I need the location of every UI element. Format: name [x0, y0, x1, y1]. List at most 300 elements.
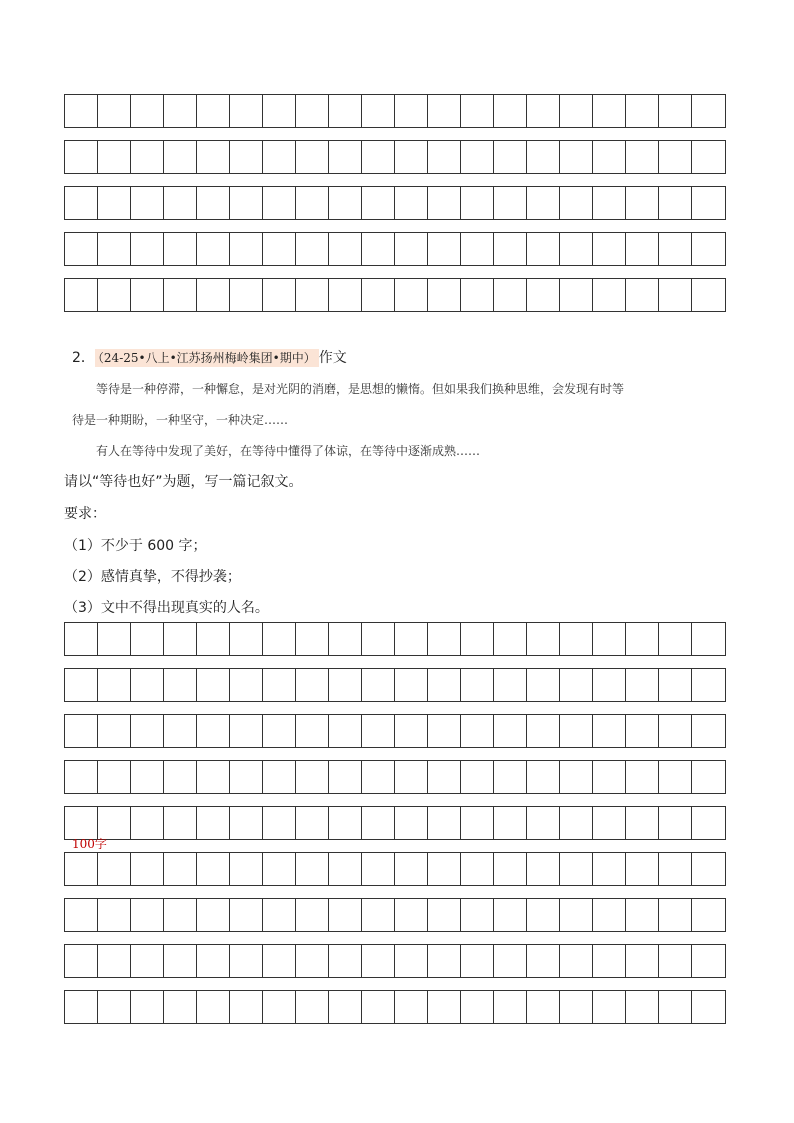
writing-grid-cell[interactable]	[131, 279, 164, 311]
writing-grid-cell[interactable]	[593, 233, 626, 265]
writing-grid-cell[interactable]	[626, 899, 659, 931]
writing-grid-cell[interactable]	[362, 899, 395, 931]
writing-grid-cell[interactable]	[626, 95, 659, 127]
writing-grid-cell[interactable]	[692, 715, 725, 747]
writing-grid-cell[interactable]	[692, 899, 725, 931]
writing-grid-cell[interactable]	[494, 141, 527, 173]
writing-grid-cell[interactable]	[362, 141, 395, 173]
writing-grid-cell[interactable]	[263, 899, 296, 931]
writing-grid-cell[interactable]	[395, 623, 428, 655]
writing-grid-cell[interactable]	[65, 669, 98, 701]
writing-grid-cell[interactable]	[560, 623, 593, 655]
writing-grid-cell[interactable]	[527, 233, 560, 265]
writing-grid-cell[interactable]	[494, 899, 527, 931]
writing-grid-cell[interactable]	[197, 945, 230, 977]
writing-grid-cell[interactable]	[395, 187, 428, 219]
writing-grid-cell[interactable]	[362, 991, 395, 1023]
writing-grid-cell[interactable]	[263, 233, 296, 265]
writing-grid-cell[interactable]	[263, 669, 296, 701]
writing-grid-cell[interactable]	[197, 141, 230, 173]
writing-grid-cell[interactable]	[164, 233, 197, 265]
writing-grid-cell[interactable]	[230, 761, 263, 793]
writing-grid-cell[interactable]	[461, 899, 494, 931]
writing-grid-cell[interactable]	[131, 95, 164, 127]
writing-grid-cell[interactable]	[131, 991, 164, 1023]
writing-grid-cell[interactable]	[659, 991, 692, 1023]
writing-grid-cell[interactable]	[98, 991, 131, 1023]
writing-grid-cell[interactable]	[560, 761, 593, 793]
writing-grid-cell[interactable]	[98, 187, 131, 219]
writing-grid-cell[interactable]	[230, 807, 263, 839]
question-source: （24-25•八上•江苏扬州梅岭集团•期中）	[95, 349, 319, 367]
writing-grid-cell[interactable]	[692, 761, 725, 793]
writing-grid-cell[interactable]	[560, 991, 593, 1023]
writing-grid-cell[interactable]	[263, 991, 296, 1023]
writing-grid-cell[interactable]	[362, 279, 395, 311]
writing-grid-cell[interactable]	[494, 853, 527, 885]
writing-grid-cell[interactable]	[395, 141, 428, 173]
writing-grid-cell[interactable]	[461, 807, 494, 839]
writing-grid-cell[interactable]	[659, 187, 692, 219]
writing-grid-row	[64, 806, 726, 840]
writing-grid-cell[interactable]	[626, 945, 659, 977]
writing-grid-row	[64, 278, 726, 312]
writing-grid-cell[interactable]	[692, 669, 725, 701]
writing-grid-cell[interactable]	[395, 991, 428, 1023]
writing-grid-cell[interactable]	[131, 715, 164, 747]
writing-grid-cell[interactable]	[494, 279, 527, 311]
writing-grid-cell[interactable]	[131, 669, 164, 701]
writing-grid-cell[interactable]	[659, 807, 692, 839]
writing-grid-cell[interactable]	[395, 761, 428, 793]
writing-grid-cell[interactable]	[329, 623, 362, 655]
writing-grid-cell[interactable]	[428, 141, 461, 173]
writing-grid-cell[interactable]	[527, 715, 560, 747]
writing-grid-cell[interactable]	[560, 141, 593, 173]
writing-grid-cell[interactable]	[98, 233, 131, 265]
writing-grid-cell[interactable]	[296, 141, 329, 173]
writing-grid-cell[interactable]	[560, 669, 593, 701]
writing-grid-cell[interactable]	[395, 945, 428, 977]
writing-grid-cell[interactable]	[329, 233, 362, 265]
writing-grid-cell[interactable]	[692, 233, 725, 265]
writing-grid-cell[interactable]	[197, 715, 230, 747]
writing-grid-cell[interactable]	[296, 669, 329, 701]
writing-grid-cell[interactable]	[494, 761, 527, 793]
writing-grid-cell[interactable]	[659, 945, 692, 977]
writing-grid-cell[interactable]	[626, 279, 659, 311]
writing-grid-cell[interactable]	[98, 715, 131, 747]
writing-grid-cell[interactable]	[230, 141, 263, 173]
writing-grid-cell[interactable]	[626, 187, 659, 219]
writing-grid-cell[interactable]	[263, 623, 296, 655]
writing-grid-cell[interactable]	[362, 853, 395, 885]
writing-grid-cell[interactable]	[494, 669, 527, 701]
writing-grid-cell[interactable]	[692, 807, 725, 839]
writing-grid-cell[interactable]	[527, 141, 560, 173]
writing-grid-cell[interactable]	[164, 187, 197, 219]
writing-grid-cell[interactable]	[197, 761, 230, 793]
writing-grid-row	[64, 140, 726, 174]
writing-grid-cell[interactable]	[593, 623, 626, 655]
requirement-item: （1）不少于 600 字；	[64, 538, 207, 554]
writing-grid-cell[interactable]	[329, 899, 362, 931]
writing-grid-cell[interactable]	[560, 279, 593, 311]
requirement-item: （3）文中不得出现真实的人名。	[64, 600, 269, 616]
writing-grid-cell[interactable]	[329, 141, 362, 173]
writing-grid-cell[interactable]	[296, 187, 329, 219]
writing-grid-cell[interactable]	[527, 807, 560, 839]
writing-grid-cell[interactable]	[362, 669, 395, 701]
writing-grid-cell[interactable]	[164, 899, 197, 931]
writing-grid-cell[interactable]	[362, 715, 395, 747]
writing-grid-cell[interactable]	[461, 853, 494, 885]
writing-grid-cell[interactable]	[329, 95, 362, 127]
writing-grid-cell[interactable]	[98, 807, 131, 839]
writing-grid-cell[interactable]	[329, 279, 362, 311]
writing-grid-cell[interactable]	[692, 945, 725, 977]
writing-grid-cell[interactable]	[65, 945, 98, 977]
writing-grid-cell[interactable]	[428, 95, 461, 127]
writing-grid-cell[interactable]	[428, 991, 461, 1023]
writing-grid-cell[interactable]	[263, 95, 296, 127]
writing-grid-cell[interactable]	[659, 761, 692, 793]
writing-grid-cell[interactable]	[560, 233, 593, 265]
writing-grid-cell[interactable]	[593, 141, 626, 173]
writing-grid-cell[interactable]	[692, 95, 725, 127]
prompt-line: 有人在等待中发现了美好，在等待中懂得了体谅，在等待中逐渐成熟……	[96, 444, 481, 458]
writing-grid-cell[interactable]	[164, 279, 197, 311]
writing-grid-cell[interactable]	[593, 899, 626, 931]
writing-grid-cell[interactable]	[296, 761, 329, 793]
writing-grid-cell[interactable]	[230, 669, 263, 701]
writing-grid-cell[interactable]	[593, 715, 626, 747]
writing-grid-cell[interactable]	[197, 233, 230, 265]
writing-grid-cell[interactable]	[131, 945, 164, 977]
writing-grid-cell[interactable]	[593, 95, 626, 127]
writing-grid-cell[interactable]	[659, 715, 692, 747]
writing-grid-cell[interactable]	[296, 899, 329, 931]
writing-grid-cell[interactable]	[263, 807, 296, 839]
writing-grid-cell[interactable]	[659, 95, 692, 127]
writing-grid-cell[interactable]	[65, 761, 98, 793]
writing-grid-cell[interactable]	[692, 853, 725, 885]
writing-grid-row	[64, 186, 726, 220]
writing-grid-cell[interactable]	[263, 945, 296, 977]
writing-grid-cell[interactable]	[461, 945, 494, 977]
writing-grid-cell[interactable]	[98, 279, 131, 311]
writing-grid-cell[interactable]	[329, 807, 362, 839]
requirements-heading: 要求：	[64, 506, 106, 522]
writing-grid-cell[interactable]	[395, 807, 428, 839]
writing-grid-cell[interactable]	[296, 279, 329, 311]
writing-grid-cell[interactable]	[296, 945, 329, 977]
writing-grid-cell[interactable]	[230, 991, 263, 1023]
writing-grid-cell[interactable]	[494, 187, 527, 219]
writing-grid-cell[interactable]	[461, 669, 494, 701]
writing-grid-cell[interactable]	[428, 669, 461, 701]
writing-grid-cell[interactable]	[527, 279, 560, 311]
writing-grid-cell[interactable]	[527, 853, 560, 885]
writing-grid-cell[interactable]	[164, 853, 197, 885]
writing-grid-cell[interactable]	[230, 715, 263, 747]
writing-grid-cell[interactable]	[164, 991, 197, 1023]
writing-grid-cell[interactable]	[494, 715, 527, 747]
writing-grid-cell[interactable]	[659, 669, 692, 701]
writing-grid-cell[interactable]	[230, 187, 263, 219]
writing-grid-cell[interactable]	[461, 991, 494, 1023]
writing-grid-cell[interactable]	[527, 761, 560, 793]
writing-grid-cell[interactable]	[65, 807, 98, 839]
writing-grid-cell[interactable]	[362, 95, 395, 127]
writing-grid-cell[interactable]	[659, 623, 692, 655]
writing-grid-cell[interactable]	[263, 715, 296, 747]
writing-grid-cell[interactable]	[131, 899, 164, 931]
writing-grid-cell[interactable]	[230, 899, 263, 931]
writing-grid-cell[interactable]	[659, 279, 692, 311]
writing-grid-cell[interactable]	[593, 761, 626, 793]
writing-grid-cell[interactable]	[692, 623, 725, 655]
writing-grid-cell[interactable]	[626, 669, 659, 701]
writing-grid-cell[interactable]	[164, 95, 197, 127]
writing-grid-cell[interactable]	[395, 899, 428, 931]
writing-grid-cell[interactable]	[131, 233, 164, 265]
writing-grid-cell[interactable]	[230, 623, 263, 655]
writing-grid-cell[interactable]	[626, 141, 659, 173]
writing-grid-cell[interactable]	[461, 761, 494, 793]
writing-grid-cell[interactable]	[65, 899, 98, 931]
writing-grid-cell[interactable]	[131, 761, 164, 793]
writing-grid-cell[interactable]	[197, 187, 230, 219]
writing-grid-cell[interactable]	[593, 187, 626, 219]
writing-grid-cell[interactable]	[164, 807, 197, 839]
writing-grid-cell[interactable]	[593, 853, 626, 885]
writing-grid-cell[interactable]	[428, 279, 461, 311]
writing-grid-cell[interactable]	[494, 623, 527, 655]
writing-grid-cell[interactable]	[428, 853, 461, 885]
writing-grid-cell[interactable]	[428, 899, 461, 931]
writing-grid-cell[interactable]	[329, 991, 362, 1023]
writing-grid-cell[interactable]	[98, 761, 131, 793]
writing-grid-cell[interactable]	[560, 187, 593, 219]
writing-grid-cell[interactable]	[659, 233, 692, 265]
writing-grid-cell[interactable]	[98, 669, 131, 701]
writing-grid-cell[interactable]	[230, 945, 263, 977]
writing-grid-cell[interactable]	[65, 95, 98, 127]
writing-grid-cell[interactable]	[65, 853, 98, 885]
writing-grid-cell[interactable]	[395, 715, 428, 747]
writing-grid-cell[interactable]	[626, 761, 659, 793]
writing-grid-cell[interactable]	[197, 853, 230, 885]
prompt-line: 待是一种期盼，一种坚守，一种决定……	[72, 413, 289, 427]
writing-grid-cell[interactable]	[626, 623, 659, 655]
writing-grid-cell[interactable]	[230, 233, 263, 265]
writing-grid-cell[interactable]	[263, 187, 296, 219]
writing-grid-cell[interactable]	[428, 623, 461, 655]
writing-grid-cell[interactable]	[362, 187, 395, 219]
writing-grid-cell[interactable]	[329, 669, 362, 701]
writing-grid-cell[interactable]	[626, 991, 659, 1023]
writing-grid-cell[interactable]	[428, 187, 461, 219]
writing-grid-cell[interactable]	[626, 807, 659, 839]
writing-grid-cell[interactable]	[98, 141, 131, 173]
writing-grid-cell[interactable]	[494, 95, 527, 127]
writing-grid-cell[interactable]	[230, 95, 263, 127]
writing-grid-cell[interactable]	[692, 141, 725, 173]
writing-grid-cell[interactable]	[329, 715, 362, 747]
writing-grid-cell[interactable]	[329, 945, 362, 977]
writing-grid-cell[interactable]	[428, 807, 461, 839]
writing-grid-cell[interactable]	[296, 623, 329, 655]
writing-grid-cell[interactable]	[131, 141, 164, 173]
writing-grid-cell[interactable]	[197, 991, 230, 1023]
writing-grid-cell[interactable]	[461, 95, 494, 127]
writing-grid-cell[interactable]	[164, 623, 197, 655]
writing-grid-cell[interactable]	[395, 233, 428, 265]
writing-grid-cell[interactable]	[131, 187, 164, 219]
writing-grid-row	[64, 232, 726, 266]
writing-grid-cell[interactable]	[131, 807, 164, 839]
writing-grid-cell[interactable]	[395, 279, 428, 311]
writing-grid-cell[interactable]	[296, 807, 329, 839]
writing-grid-cell[interactable]	[329, 761, 362, 793]
writing-grid-cell[interactable]	[65, 187, 98, 219]
writing-grid-cell[interactable]	[626, 715, 659, 747]
writing-grid-cell[interactable]	[296, 853, 329, 885]
writing-grid-cell[interactable]	[197, 279, 230, 311]
writing-grid-cell[interactable]	[494, 945, 527, 977]
writing-grid-cell[interactable]	[164, 945, 197, 977]
writing-grid-cell[interactable]	[428, 945, 461, 977]
writing-grid-cell[interactable]	[527, 669, 560, 701]
writing-grid-cell[interactable]	[197, 669, 230, 701]
writing-grid-cell[interactable]	[362, 233, 395, 265]
writing-grid-cell[interactable]	[263, 761, 296, 793]
question-number: 2．	[72, 350, 95, 366]
writing-grid-cell[interactable]	[461, 233, 494, 265]
writing-grid-row	[64, 944, 726, 978]
writing-grid-cell[interactable]	[164, 669, 197, 701]
writing-grid-cell[interactable]	[461, 187, 494, 219]
writing-grid-cell[interactable]	[692, 187, 725, 219]
writing-grid-cell[interactable]	[197, 623, 230, 655]
writing-grid-cell[interactable]	[593, 669, 626, 701]
writing-grid-cell[interactable]	[593, 945, 626, 977]
writing-grid-cell[interactable]	[659, 899, 692, 931]
writing-grid-cell[interactable]	[329, 853, 362, 885]
writing-grid-cell[interactable]	[131, 623, 164, 655]
writing-grid-cell[interactable]	[263, 279, 296, 311]
writing-grid-cell[interactable]	[560, 945, 593, 977]
writing-grid-cell[interactable]	[560, 715, 593, 747]
writing-grid-cell[interactable]	[296, 95, 329, 127]
writing-grid-cell[interactable]	[692, 279, 725, 311]
writing-grid-cell[interactable]	[362, 623, 395, 655]
writing-grid-row	[64, 714, 726, 748]
writing-grid-cell[interactable]	[362, 945, 395, 977]
writing-grid-cell[interactable]	[65, 141, 98, 173]
writing-grid-cell[interactable]	[395, 853, 428, 885]
writing-grid-cell[interactable]	[164, 761, 197, 793]
writing-grid-cell[interactable]	[263, 853, 296, 885]
writing-grid-row	[64, 622, 726, 656]
writing-grid-cell[interactable]	[626, 233, 659, 265]
prompt-line: 等待是一种停滞，一种懈怠，是对光阴的消磨，是思想的懒惰。但如果我们换种思维，会发现有时等	[96, 382, 625, 396]
writing-grid-cell[interactable]	[659, 141, 692, 173]
writing-grid-cell[interactable]	[461, 141, 494, 173]
writing-grid-cell[interactable]	[527, 899, 560, 931]
writing-grid-cell[interactable]	[362, 807, 395, 839]
writing-grid-cell[interactable]	[527, 187, 560, 219]
writing-grid-cell[interactable]	[560, 899, 593, 931]
writing-grid-row	[64, 668, 726, 702]
writing-grid-cell[interactable]	[65, 991, 98, 1023]
writing-grid-cell[interactable]	[527, 991, 560, 1023]
writing-grid-cell[interactable]	[593, 991, 626, 1023]
writing-grid-cell[interactable]	[98, 899, 131, 931]
writing-grid-cell[interactable]	[197, 807, 230, 839]
writing-grid-cell[interactable]	[230, 279, 263, 311]
writing-grid-cell[interactable]	[329, 187, 362, 219]
writing-grid-cell[interactable]	[197, 899, 230, 931]
writing-grid-cell[interactable]	[461, 715, 494, 747]
writing-grid-cell[interactable]	[65, 233, 98, 265]
writing-grid-cell[interactable]	[395, 669, 428, 701]
writing-grid-cell[interactable]	[296, 715, 329, 747]
writing-grid-cell[interactable]	[461, 279, 494, 311]
writing-grid-cell[interactable]	[131, 853, 164, 885]
writing-grid-cell[interactable]	[164, 715, 197, 747]
writing-grid-cell[interactable]	[560, 853, 593, 885]
writing-grid-cell[interactable]	[197, 95, 230, 127]
writing-grid-cell[interactable]	[461, 623, 494, 655]
writing-grid-row	[64, 852, 726, 886]
word-count-marker: 100字	[72, 837, 107, 851]
writing-grid-cell[interactable]	[560, 95, 593, 127]
writing-grid-cell[interactable]	[65, 279, 98, 311]
writing-grid-cell[interactable]	[164, 141, 197, 173]
writing-grid-cell[interactable]	[593, 807, 626, 839]
writing-grid-cell[interactable]	[230, 853, 263, 885]
writing-grid-cell[interactable]	[593, 279, 626, 311]
writing-grid-cell[interactable]	[296, 991, 329, 1023]
writing-grid-cell[interactable]	[98, 853, 131, 885]
writing-grid-cell[interactable]	[626, 853, 659, 885]
writing-grid-cell[interactable]	[692, 991, 725, 1023]
writing-grid-cell[interactable]	[98, 95, 131, 127]
writing-grid-cell[interactable]	[98, 945, 131, 977]
writing-grid-cell[interactable]	[494, 991, 527, 1023]
writing-grid-cell[interactable]	[98, 623, 131, 655]
writing-grid-cell[interactable]	[428, 715, 461, 747]
writing-grid-cell[interactable]	[428, 761, 461, 793]
writing-grid-cell[interactable]	[65, 623, 98, 655]
writing-grid-cell[interactable]	[560, 807, 593, 839]
writing-grid-cell[interactable]	[362, 761, 395, 793]
writing-grid-cell[interactable]	[659, 853, 692, 885]
writing-grid-cell[interactable]	[296, 233, 329, 265]
writing-grid-cell[interactable]	[65, 715, 98, 747]
writing-grid-cell[interactable]	[263, 141, 296, 173]
writing-grid-cell[interactable]	[494, 233, 527, 265]
writing-grid-cell[interactable]	[494, 807, 527, 839]
writing-grid-cell[interactable]	[527, 95, 560, 127]
question-type: 作文	[318, 350, 347, 366]
writing-grid-cell[interactable]	[395, 95, 428, 127]
writing-grid-cell[interactable]	[428, 233, 461, 265]
writing-grid-cell[interactable]	[527, 623, 560, 655]
writing-grid-cell[interactable]	[527, 945, 560, 977]
